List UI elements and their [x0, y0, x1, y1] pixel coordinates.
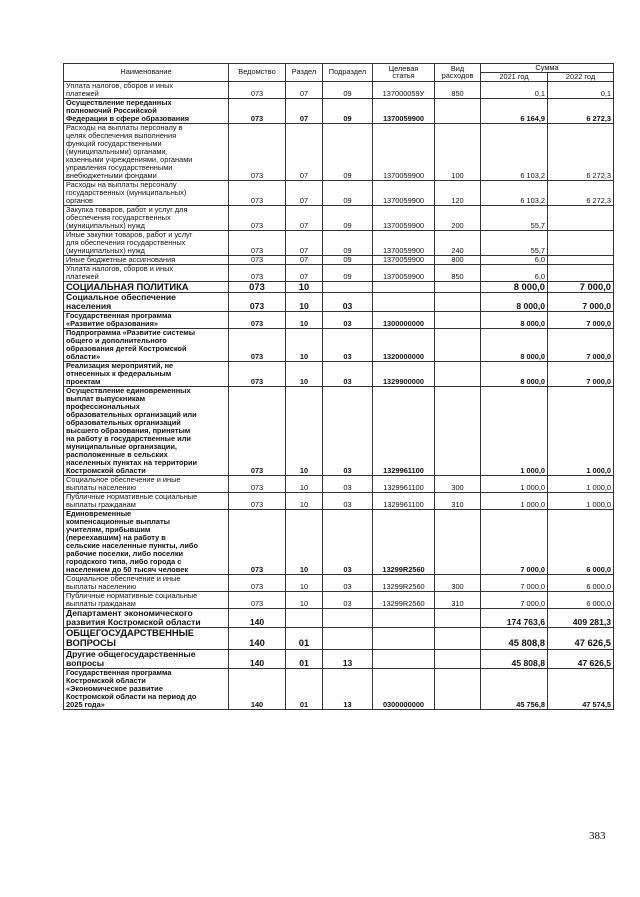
table-row	[64, 387, 614, 476]
row-2022-cell: 7 000,0	[548, 312, 614, 329]
row-target-cell: 0300000000	[373, 669, 435, 710]
col-target-header: Целевая статья	[373, 64, 435, 82]
row-subsection-cell: 13	[323, 649, 373, 669]
row-dept-cell: 073	[229, 81, 286, 98]
row-target-cell	[373, 608, 435, 628]
row-2021-cell: 8 000,0	[481, 362, 548, 387]
row-type-cell: 300	[435, 476, 481, 493]
row-target-cell: 1320000000	[373, 329, 435, 362]
row-2022-cell: 7 000,0	[548, 329, 614, 362]
row-name-cell: Единовременные компенсационные выплаты учителям, прибывшим (переехавшим) на работу в сельские населенные пункты, либо рабочие поселки, либо поселки городского типа, либо города с населением до 50 тысяч человек	[64, 509, 229, 574]
row-subsection-cell: 03	[323, 292, 373, 312]
row-type-cell	[435, 362, 481, 387]
row-name-cell: Расходы на выплаты персоналу в целях обеспечения выполнения функций государственными (муниципальными) органами, казенными учреждениями, органами управления государственными внебюджетными фондами	[64, 123, 229, 180]
row-section-cell: 07	[286, 230, 323, 255]
row-dept-cell: 073	[229, 476, 286, 493]
row-dept-cell: 140	[229, 608, 286, 628]
row-subsection-cell: 13	[323, 669, 373, 710]
row-subsection-cell	[323, 628, 373, 649]
row-type-cell	[435, 98, 481, 123]
row-section-cell: 10	[286, 509, 323, 574]
row-name-cell: Публичные нормативные социальные выплаты гражданам	[64, 492, 229, 509]
row-2021-cell: 7 000,0	[481, 574, 548, 591]
row-type-cell	[435, 312, 481, 329]
row-subsection-cell: 03	[323, 591, 373, 608]
table-row	[64, 476, 614, 493]
row-dept-cell: 073	[229, 281, 286, 292]
row-2021-cell: 8 000,0	[481, 329, 548, 362]
row-2021-cell: 45 756,8	[481, 669, 548, 710]
table-row	[64, 81, 614, 98]
row-name-cell: Государственная программа Костромской области «Экономическое развитие Костромской области на период до 2025 года»	[64, 669, 229, 710]
row-name-cell: Иные бюджетные ассигнования	[64, 255, 229, 264]
row-2022-cell: 7 000,0	[548, 362, 614, 387]
row-dept-cell: 140	[229, 669, 286, 710]
table-row	[64, 362, 614, 387]
col-section-header: Раздел	[286, 64, 323, 82]
row-section-cell: 10	[286, 387, 323, 476]
row-subsection-cell: 03	[323, 329, 373, 362]
row-dept-cell: 073	[229, 387, 286, 476]
row-subsection-cell: 03	[323, 362, 373, 387]
row-section-cell: 10	[286, 312, 323, 329]
row-name-cell: Департамент экономического развития Костромской области	[64, 608, 229, 628]
row-subsection-cell: 09	[323, 98, 373, 123]
row-type-cell	[435, 281, 481, 292]
table-row	[64, 591, 614, 608]
row-dept-cell: 073	[229, 591, 286, 608]
row-section-cell: 10	[286, 574, 323, 591]
row-target-cell	[373, 292, 435, 312]
row-type-cell	[435, 649, 481, 669]
row-type-cell	[435, 387, 481, 476]
row-target-cell: 1370059900	[373, 180, 435, 205]
table-row	[64, 312, 614, 329]
row-2021-cell: 6 164,9	[481, 98, 548, 123]
row-name-cell: ОБЩЕГОСУДАРСТВЕННЫЕ ВОПРОСЫ	[64, 628, 229, 649]
row-target-cell: 1300000000	[373, 312, 435, 329]
table-row	[64, 123, 614, 180]
row-dept-cell: 073	[229, 574, 286, 591]
row-type-cell	[435, 628, 481, 649]
row-2021-cell: 6,0	[481, 255, 548, 264]
row-target-cell: 1329961100	[373, 476, 435, 493]
table-row	[64, 292, 614, 312]
row-name-cell: СОЦИАЛЬНАЯ ПОЛИТИКА	[64, 281, 229, 292]
row-2021-cell: 6 103,2	[481, 180, 548, 205]
row-dept-cell: 073	[229, 123, 286, 180]
row-target-cell: 1329961100	[373, 492, 435, 509]
row-2021-cell: 8 000,0	[481, 312, 548, 329]
row-2022-cell: 47 574,5	[548, 669, 614, 710]
row-2021-cell: 1 000,0	[481, 387, 548, 476]
col-name-header: Наименование	[64, 64, 229, 82]
row-target-cell: 13299R2560	[373, 509, 435, 574]
col-type-header: Вид расходов	[435, 64, 481, 82]
row-subsection-cell: 09	[323, 230, 373, 255]
row-section-cell: 10	[286, 329, 323, 362]
row-subsection-cell: 09	[323, 264, 373, 281]
row-2022-cell: 6 272,3	[548, 180, 614, 205]
row-type-cell: 310	[435, 492, 481, 509]
row-name-cell: Социальное обеспечение и иные выплаты населению	[64, 476, 229, 493]
row-section-cell: 10	[286, 281, 323, 292]
row-name-cell: Подпрограмма «Развитие системы общего и дополнительного образования детей Костромской области»	[64, 329, 229, 362]
row-2022-cell	[548, 230, 614, 255]
row-name-cell: Государственная программа «Развитие образования»	[64, 312, 229, 329]
row-target-cell: 13299R2560	[373, 591, 435, 608]
row-type-cell: 120	[435, 180, 481, 205]
row-2022-cell	[548, 264, 614, 281]
row-dept-cell: 073	[229, 312, 286, 329]
row-2022-cell: 6 000,0	[548, 574, 614, 591]
row-target-cell: 1370059900	[373, 123, 435, 180]
row-dept-cell: 073	[229, 180, 286, 205]
row-type-cell: 200	[435, 205, 481, 230]
row-type-cell: 850	[435, 264, 481, 281]
row-dept-cell: 140	[229, 628, 286, 649]
table-row	[64, 281, 614, 292]
row-subsection-cell: 09	[323, 255, 373, 264]
row-name-cell: Уплата налогов, сборов и иных платежей	[64, 264, 229, 281]
table-row	[64, 669, 614, 710]
row-target-cell: 1370059900	[373, 255, 435, 264]
row-section-cell: 10	[286, 292, 323, 312]
row-2022-cell: 1 000,0	[548, 476, 614, 493]
row-dept-cell: 073	[229, 492, 286, 509]
row-section-cell: 01	[286, 649, 323, 669]
row-2021-cell: 1 000,0	[481, 476, 548, 493]
row-section-cell: 07	[286, 205, 323, 230]
row-2022-cell: 7 000,0	[548, 292, 614, 312]
row-2021-cell: 6,0	[481, 264, 548, 281]
row-target-cell	[373, 628, 435, 649]
row-2021-cell: 8 000,0	[481, 281, 548, 292]
table-row	[64, 180, 614, 205]
col-2022-header: 2022 год	[548, 72, 614, 81]
table-row	[64, 628, 614, 649]
row-target-cell: 1370059900	[373, 98, 435, 123]
row-2022-cell: 409 281,3	[548, 608, 614, 628]
col-2021-header: 2021 год	[481, 72, 548, 81]
row-2021-cell: 1 000,0	[481, 492, 548, 509]
row-2022-cell: 6 272,3	[548, 98, 614, 123]
row-subsection-cell: 09	[323, 123, 373, 180]
row-subsection-cell: 09	[323, 205, 373, 230]
table-row	[64, 649, 614, 669]
row-target-cell: 1329900000	[373, 362, 435, 387]
table-row	[64, 574, 614, 591]
row-subsection-cell	[323, 281, 373, 292]
table-header	[64, 64, 614, 82]
row-type-cell	[435, 292, 481, 312]
row-target-cell: 137000059У	[373, 81, 435, 98]
col-dept-header: Ведомство	[229, 64, 286, 82]
row-name-cell: Закупка товаров, работ и услуг для обеспечения государственных (муниципальных) нужд	[64, 205, 229, 230]
row-type-cell	[435, 509, 481, 574]
table-row	[64, 329, 614, 362]
row-dept-cell: 073	[229, 98, 286, 123]
row-subsection-cell	[323, 608, 373, 628]
row-name-cell: Иные закупки товаров, работ и услуг для обеспечения государственных (муниципальных) нужд	[64, 230, 229, 255]
row-2021-cell: 45 808,8	[481, 628, 548, 649]
row-type-cell: 240	[435, 230, 481, 255]
row-type-cell: 800	[435, 255, 481, 264]
row-2021-cell: 174 763,6	[481, 608, 548, 628]
row-target-cell: 13299R2560	[373, 574, 435, 591]
row-name-cell: Осуществление единовременных выплат выпускникам профессиональных образовательных организаций или образовательных организаций высшего образования, принятым на работу в государственные или муниципальные организации, расположенные в сельских населенных пунктах на территории Костромской области	[64, 387, 229, 476]
row-subsection-cell: 03	[323, 312, 373, 329]
row-name-cell: Публичные нормативные социальные выплаты гражданам	[64, 591, 229, 608]
row-name-cell: Реализация мероприятий, не отнесенных к федеральным проектам	[64, 362, 229, 387]
row-2021-cell: 8 000,0	[481, 292, 548, 312]
row-dept-cell: 073	[229, 264, 286, 281]
row-name-cell: Уплата налогов, сборов и иных платежей	[64, 81, 229, 98]
row-2021-cell: 55,7	[481, 230, 548, 255]
row-2022-cell	[548, 205, 614, 230]
row-2021-cell: 6 103,2	[481, 123, 548, 180]
row-type-cell	[435, 329, 481, 362]
row-dept-cell: 073	[229, 509, 286, 574]
row-section-cell: 10	[286, 492, 323, 509]
table-row	[64, 230, 614, 255]
row-subsection-cell: 03	[323, 509, 373, 574]
table-row	[64, 255, 614, 264]
row-dept-cell: 073	[229, 362, 286, 387]
row-name-cell: Другие общегосударственные вопросы	[64, 649, 229, 669]
row-target-cell	[373, 649, 435, 669]
row-section-cell: 07	[286, 81, 323, 98]
table-body	[64, 81, 614, 709]
col-sum-header: Сумма	[481, 64, 614, 73]
table-row	[64, 205, 614, 230]
row-section-cell: 07	[286, 180, 323, 205]
row-name-cell: Социальное обеспечение и иные выплаты населению	[64, 574, 229, 591]
row-type-cell: 850	[435, 81, 481, 98]
row-2022-cell: 47 626,5	[548, 649, 614, 669]
row-2021-cell: 0,1	[481, 81, 548, 98]
row-2022-cell: 7 000,0	[548, 281, 614, 292]
row-dept-cell: 140	[229, 649, 286, 669]
row-section-cell: 10	[286, 476, 323, 493]
row-subsection-cell: 03	[323, 574, 373, 591]
row-type-cell	[435, 608, 481, 628]
table-row	[64, 509, 614, 574]
row-name-cell: Осуществление переданных полномочий Российской Федерации в сфере образования	[64, 98, 229, 123]
row-2021-cell: 7 000,0	[481, 509, 548, 574]
row-2022-cell: 0,1	[548, 81, 614, 98]
budget-table	[63, 63, 614, 710]
row-section-cell: 07	[286, 98, 323, 123]
row-target-cell: 1370059900	[373, 230, 435, 255]
row-section-cell: 10	[286, 591, 323, 608]
row-section-cell: 07	[286, 123, 323, 180]
row-2022-cell: 6 000,0	[548, 509, 614, 574]
table-row	[64, 264, 614, 281]
row-section-cell: 07	[286, 255, 323, 264]
page-number: 383	[589, 830, 606, 842]
row-subsection-cell: 03	[323, 387, 373, 476]
row-subsection-cell: 03	[323, 492, 373, 509]
row-2022-cell: 6 000,0	[548, 591, 614, 608]
row-name-cell: Социальное обеспечение населения	[64, 292, 229, 312]
row-dept-cell: 073	[229, 329, 286, 362]
row-2021-cell: 7 000,0	[481, 591, 548, 608]
table-row	[64, 492, 614, 509]
row-type-cell	[435, 669, 481, 710]
row-subsection-cell: 03	[323, 476, 373, 493]
row-2022-cell: 6 272,3	[548, 123, 614, 180]
row-subsection-cell: 09	[323, 81, 373, 98]
row-2022-cell: 1 000,0	[548, 387, 614, 476]
row-dept-cell: 073	[229, 205, 286, 230]
row-dept-cell: 073	[229, 230, 286, 255]
row-name-cell: Расходы на выплаты персоналу государственных (муниципальных) органов	[64, 180, 229, 205]
row-section-cell: 01	[286, 669, 323, 710]
col-subsection-header: Подраздел	[323, 64, 373, 82]
row-target-cell: 1329961100	[373, 387, 435, 476]
row-target-cell	[373, 281, 435, 292]
row-dept-cell: 073	[229, 292, 286, 312]
row-type-cell: 300	[435, 574, 481, 591]
row-section-cell: 10	[286, 362, 323, 387]
row-type-cell: 100	[435, 123, 481, 180]
row-2021-cell: 55,7	[481, 205, 548, 230]
table-row	[64, 98, 614, 123]
row-type-cell: 310	[435, 591, 481, 608]
row-dept-cell: 073	[229, 255, 286, 264]
row-section-cell: 07	[286, 264, 323, 281]
row-2022-cell: 1 000,0	[548, 492, 614, 509]
row-2022-cell	[548, 255, 614, 264]
row-2022-cell: 47 626,5	[548, 628, 614, 649]
row-subsection-cell: 09	[323, 180, 373, 205]
table-row	[64, 608, 614, 628]
row-target-cell: 1370059900	[373, 205, 435, 230]
row-section-cell	[286, 608, 323, 628]
row-target-cell: 1370059900	[373, 264, 435, 281]
row-section-cell: 01	[286, 628, 323, 649]
row-2021-cell: 45 808,8	[481, 649, 548, 669]
